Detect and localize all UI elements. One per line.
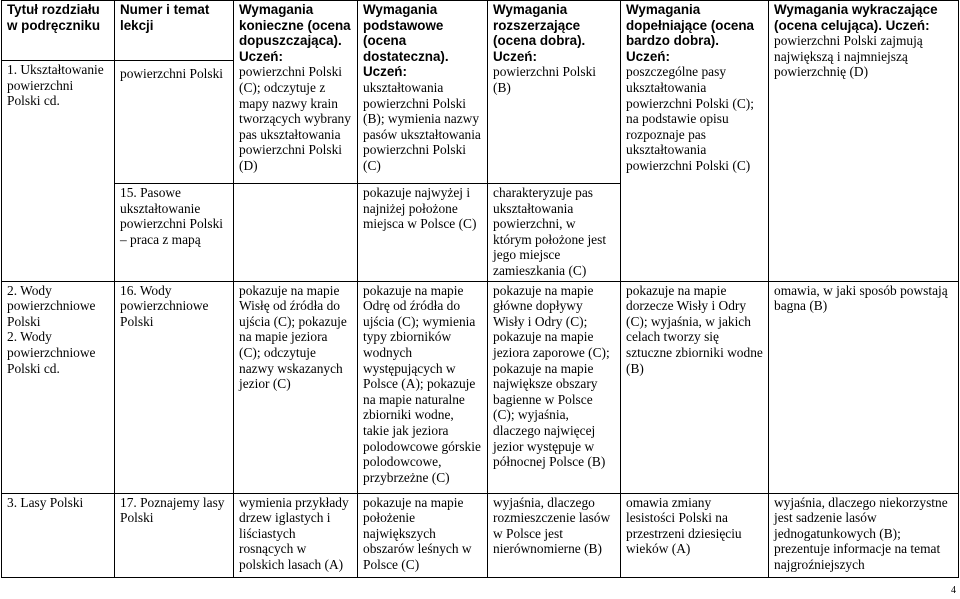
cell-r1-complementary-text: poszczególne pasy ukształtowania powierzchni Polski (C); na podstawie opisu rozpoznaje pas ukształtowania powierzchni Polski (C) bbox=[626, 64, 754, 173]
table-row-3 bbox=[2, 493, 959, 577]
cell-r1-required-b bbox=[234, 184, 358, 282]
cell-r2-complementary: pokazuje na mapie dorzecze Wisły i Odry (C); wyjaśnia, w jakich celach tworzy się sztuczne zbiorniki wodne (B) bbox=[621, 281, 769, 493]
cell-r1-required bbox=[234, 1, 358, 184]
requirements-table bbox=[1, 0, 959, 578]
cell-r1-required-text: powierzchni Polski (C); odczytuje z mapy nazwy krain tworzących wybrany pas ukształtowania powierzchni Polski (D) bbox=[239, 64, 351, 173]
header-basic: Wymagania podstawowe (ocena dostateczna). Uczeń: bbox=[363, 2, 449, 80]
header-required: Wymagania konieczne (ocena dopuszczająca). Uczeń: bbox=[239, 2, 351, 64]
cell-r3-excellent: wyjaśnia, dlaczego niekorzystne jest sadzenie lasów jednogatunkowych (B); prezentuje informacje na temat najgroźniejszych bbox=[769, 493, 959, 577]
header-complementary: Wymagania dopełniające (ocena bardzo dobra). Uczeń: bbox=[626, 2, 754, 64]
cell-r1-extended-b: charakteryzuje pas ukształtowania powierzchni, w którym położone jest jego miejsce zamieszkania (C) bbox=[488, 184, 621, 282]
cell-r1-complementary bbox=[621, 1, 769, 282]
cell-r2-chapter: 2. Wody powierzchniowe Polski 2. Wody powierzchniowe Polski cd. bbox=[2, 281, 115, 493]
header-excellent: Wymagania wykraczające (ocena celująca). Uczeń: bbox=[774, 2, 938, 33]
cell-r3-required: wymienia przykłady drzew iglastych i liściastych rosnących w polskich lasach (A) bbox=[234, 493, 358, 577]
cell-r1-basic-a bbox=[358, 1, 488, 184]
cell-r3-lesson: 17. Poznajemy lasy Polski bbox=[115, 493, 234, 577]
table-row-2 bbox=[2, 281, 959, 493]
cell-r3-complementary: omawia zmiany lesistości Polski na przestrzeni dziesięciu wieków (A) bbox=[621, 493, 769, 577]
table-header-row bbox=[2, 1, 959, 61]
cell-r1-lesson-b: 15. Pasowe ukształtowanie powierzchni Polski – praca z mapą bbox=[115, 184, 234, 282]
cell-r2-excellent: omawia, w jaki sposób powstają bagna (B) bbox=[769, 281, 959, 493]
cell-r1-excellent-text: powierzchni Polski zajmują największą i najmniejszą powierzchnię (D) bbox=[774, 33, 923, 80]
cell-r3-extended: wyjaśnia, dlaczego rozmieszczenie lasów w Polsce jest nierównomierne (B) bbox=[488, 493, 621, 577]
page-number: 4 bbox=[951, 585, 956, 596]
cell-r2-extended: pokazuje na mapie główne dopływy Wisły i Odry (C); pokazuje na mapie jeziora zaporowe (C); pokazuje na mapie największe obszary bagienne w Polsce (C); wyjaśnia, dlaczego najwięcej jezior występuje w północnej Polsce (B) bbox=[488, 281, 621, 493]
cell-r2-required: pokazuje na mapie Wisłę od źródła do ujścia (C); pokazuje na mapie jeziora (C); odczytuje nazwy wskazanych jezior (C) bbox=[234, 281, 358, 493]
cell-r1-extended-a-text: powierzchni Polski (B) bbox=[493, 64, 597, 95]
cell-r3-chapter: 3. Lasy Polski bbox=[2, 493, 115, 577]
cell-r2-basic: pokazuje na mapie Odrę od źródła do ujścia (C); wymienia typy zbiorników wodnych występujących w Polsce (A); pokazuje na mapie naturalne zbiorniki wodne, takie jak jeziora polodowcowe górskie polodowcowe, przybrzeżne (C) bbox=[358, 281, 488, 493]
header-extended: Wymagania rozszerzające (ocena dobra). Uczeń: bbox=[493, 2, 586, 64]
cell-r2-lesson: 16. Wody powierzchniowe Polski bbox=[115, 281, 234, 493]
cell-r1-basic-a-text: ukształtowania powierzchni Polski (B); wymienia nazwy pasów ukształtowania powierzchni Polski (C) bbox=[363, 79, 481, 173]
header-lesson: Numer i temat lekcji bbox=[115, 1, 234, 61]
cell-r1-chapter: 1. Ukształtowanie powierzchni Polski cd. bbox=[2, 61, 115, 282]
cell-r1-lesson-a: powierzchni Polski bbox=[115, 61, 234, 184]
cell-r1-excellent bbox=[769, 1, 959, 282]
cell-r1-basic-b: pokazuje najwyżej i najniżej położone miejsca w Polsce (C) bbox=[358, 184, 488, 282]
cell-r3-basic: pokazuje na mapie położenie największych obszarów leśnych w Polsce (C) bbox=[358, 493, 488, 577]
cell-r1-extended-a bbox=[488, 1, 621, 184]
header-chapter-title: Tytuł rozdziału w podręczniku bbox=[2, 1, 115, 61]
